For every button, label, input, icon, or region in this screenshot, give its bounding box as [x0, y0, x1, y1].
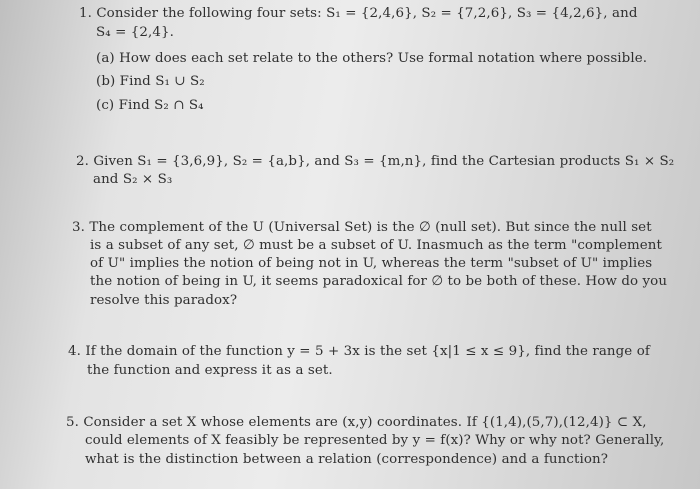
question-1-part-a: (a) How does each set relate to the others? Use formal notation where possible. — [96, 51, 648, 66]
question-2-line-1: 2. Given S₁ = {3,6,9}, S₂ = {a,b}, and S₃ = {m,n}, find the Cartesian products S₁ × S₂ — [76, 154, 675, 169]
question-1-part-b: (b) Find S₁ ∪ S₂ — [96, 74, 205, 89]
question-5-line-3: what is the distinction between a relation (correspondence) and a function? — [85, 452, 609, 467]
question-3-line-4: the notion of being in U, it seems paradoxical for ∅ to be both of these. How do you — [90, 274, 668, 289]
question-4-line-1: 4. If the domain of the function y = 5 + 3x is the set {x|1 ≤ x ≤ 9}, find the range of — [68, 344, 650, 359]
question-1-line-2: S₄ = {2,4}. — [96, 25, 174, 40]
question-3-line-3: of U" implies the notion of being not in U, whereas the term "subset of U" implies — [90, 256, 653, 271]
question-4-line-2: the function and express it as a set. — [87, 363, 333, 378]
question-1-line-1: 1. Consider the following four sets: S₁ = {2,4,6}, S₂ = {7,2,6}, S₃ = {4,2,6}, and — [79, 6, 638, 21]
question-3-line-2: is a subset of any set, ∅ must be a subset of U. Inasmuch as the term "complement — [90, 238, 662, 253]
question-3-line-5: resolve this paradox? — [90, 293, 238, 308]
question-3-line-1: 3. The complement of the U (Universal Set) is the ∅ (null set). But since the null set — [72, 220, 652, 235]
question-1-part-c: (c) Find S₂ ∩ S₄ — [96, 98, 204, 113]
question-5-line-2: could elements of X feasibly be represented by y = f(x)? Why or why not? Generally, — [85, 433, 665, 448]
question-5-line-1: 5. Consider a set X whose elements are (x,y) coordinates. If {(1,4),(5,7),(12,4)} ⊂ X, — [66, 415, 647, 430]
question-2-line-2: and S₂ × S₃ — [93, 172, 173, 187]
